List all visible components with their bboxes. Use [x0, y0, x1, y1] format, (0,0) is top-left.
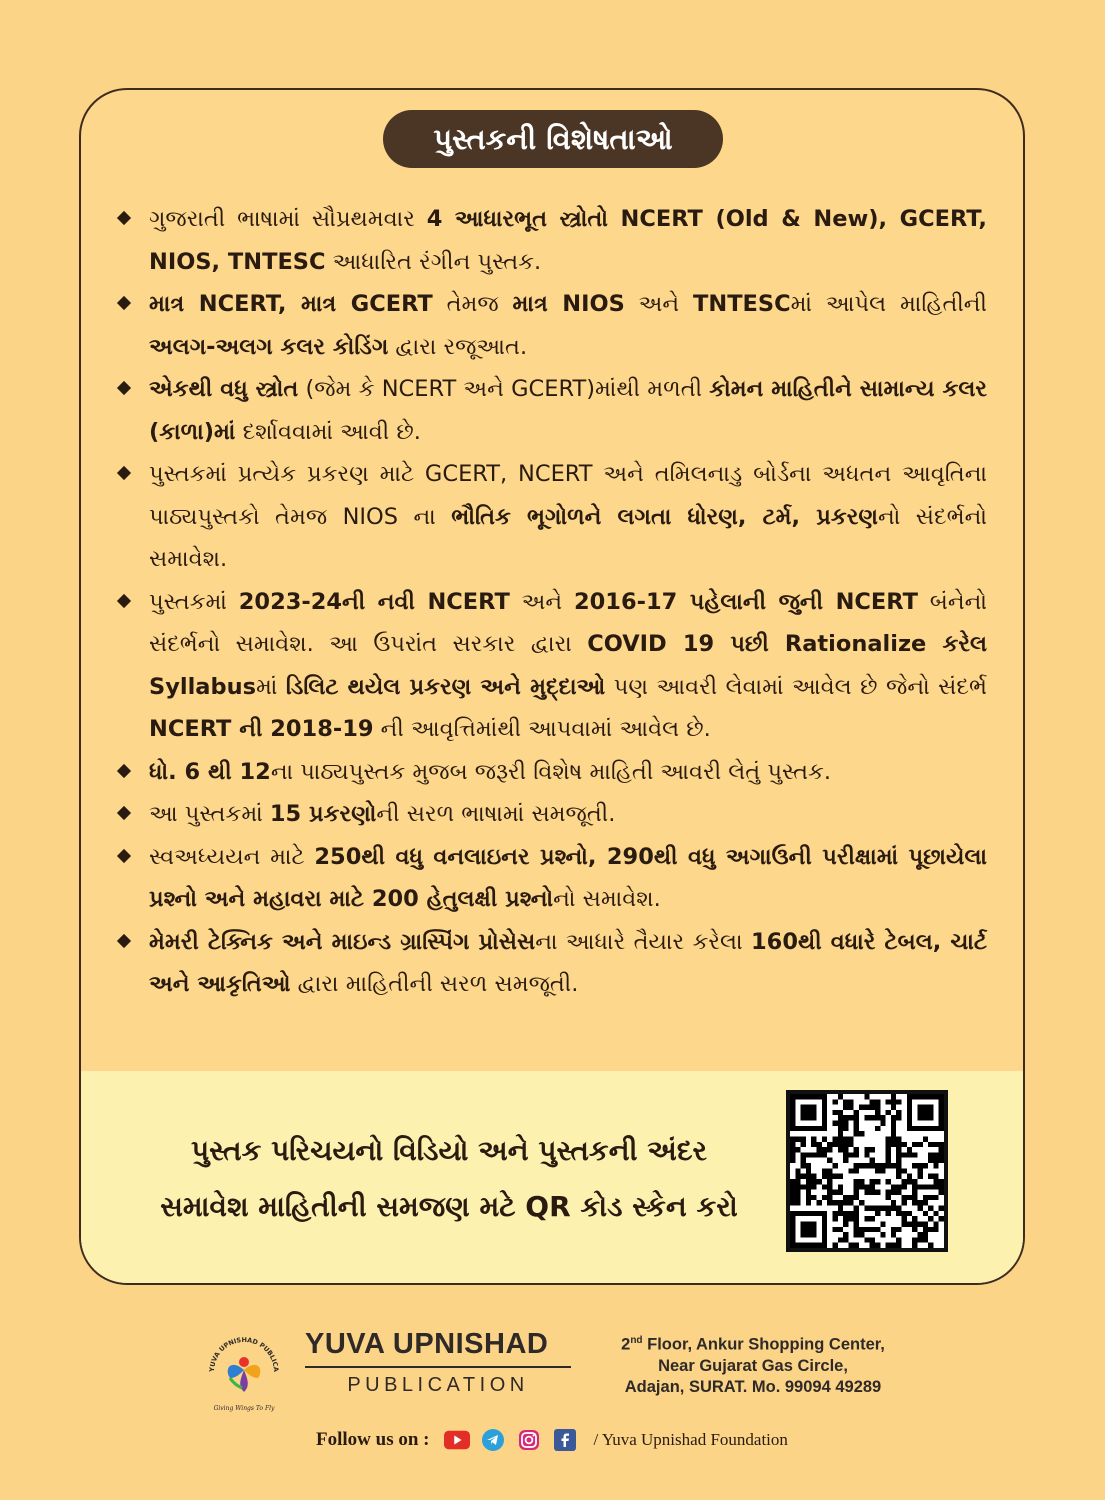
feature-text: માં આપેલ માહિતીની	[790, 291, 987, 317]
feature-text: સ્વઅધ્યયન માટે	[149, 843, 315, 870]
address-line3: Adajan, SURAT. Mo. 99094 49289	[624, 1377, 882, 1396]
bullet-diamond-icon	[117, 381, 131, 395]
social-handle[interactable]: / Yuva Upnishad Foundation	[593, 1430, 788, 1449]
address-line2: Near Gujarat Gas Circle,	[658, 1356, 848, 1375]
feature-item	[119, 453, 987, 581]
feature-text-bold: 160થી વધારે ટેબલ, ચાર્ટ અને આકૃતિઓ	[149, 928, 987, 997]
feature-text: (જેમ કે NCERT અને GCERT)માંથી મળતી	[298, 376, 710, 402]
follow-label: Follow us on :	[316, 1429, 430, 1450]
feature-text-bold: 15 પ્રકરણો	[269, 801, 377, 827]
bullet-diamond-icon	[117, 933, 131, 947]
feature-text: ના આધારે તૈયાર કરેલા	[535, 928, 752, 955]
brand-name: YUVA UPNISHAD	[305, 1328, 549, 1360]
bullet-diamond-icon	[117, 848, 131, 862]
feature-text: દર્શાવવામાં આવી છે.	[235, 418, 421, 445]
feature-text: આધારિત રંગીન પુસ્તક.	[325, 248, 542, 275]
feature-text-bold: 4 આધારભૂત સ્ત્રોતો NCERT (Old & New), GCERT, NIOS, TNTESC	[149, 206, 987, 275]
features-card	[79, 88, 1025, 1285]
feature-text: ના પાઠ્યપુસ્તક મુજબ જરૂરી વિશેષ માહિતી આવરી લેતું પુસ્તક.	[270, 758, 832, 785]
logo-ring-text: YUVA UPNISHAD PUBLICA	[207, 1335, 281, 1373]
address-line1: 2nd Floor, Ankur Shopping Center,	[621, 1335, 885, 1354]
feature-item	[119, 368, 987, 453]
feature-text: નો સંદર્ભનો સમાવેશ.	[149, 503, 987, 572]
feature-text-bold: ધો. 6 થી 12	[149, 758, 271, 785]
feature-text-bold: COVID 19 પછી Rationalize કરેલ Syllabus	[149, 631, 987, 700]
feature-text: અને	[624, 291, 694, 317]
feature-text-bold: TNTESC	[693, 291, 791, 317]
feature-text-bold: ડિલિટ થયેલ પ્રકરણ અને મુદ્દાઓ	[285, 673, 606, 700]
page-title: પુસ્તકની વિશેષતાઓ	[383, 110, 723, 168]
brand-divider	[305, 1366, 571, 1368]
feature-text: આ પુસ્તકમાં	[149, 801, 270, 827]
feature-text: પણ આવરી લેવામાં આવેલ છે જેનો સંદર્ભ	[605, 673, 987, 700]
qr-instructions	[129, 1123, 769, 1235]
feature-text: ની સરળ ભાષામાં સમજૂતી.	[376, 801, 616, 827]
feature-text: અને	[509, 588, 574, 615]
bullet-diamond-icon	[117, 593, 131, 607]
feature-text: પુસ્તકમાં	[149, 588, 239, 615]
qr-code[interactable]	[786, 1090, 948, 1252]
qr-panel	[81, 1071, 1023, 1283]
svg-text:YUVA UPNISHAD PUBLICATION	[200, 1328, 280, 1373]
feature-text: માં	[256, 673, 286, 700]
feature-item	[119, 921, 987, 1006]
qr-code-pattern	[790, 1094, 944, 1248]
telegram-icon[interactable]	[480, 1429, 506, 1451]
feature-text: દ્વારા માહિતીની સરળ સમજૂતી.	[290, 971, 579, 997]
feature-item	[119, 198, 987, 283]
follow-us	[316, 1425, 788, 1455]
feature-text-bold: 250થી વધુ વનલાઇનર પ્રશ્નો, 290થી વધુ અગાઉની પરીક્ષામાં પૂછાયેલા પ્રશ્નો અને મહાવરા માટે 200 હેતુલક્ષી પ્રશ્નો	[149, 843, 988, 912]
feature-text: ની આવૃત્તિમાંથી આપવામાં આવેલ છે.	[373, 716, 711, 742]
brand-subtitle: PUBLICATION	[347, 1374, 529, 1396]
bullet-diamond-icon	[117, 466, 131, 480]
footer	[0, 1300, 1105, 1500]
feature-text: નો સમાવેશ.	[553, 886, 661, 912]
feature-text-bold: NCERT ની 2018-19	[149, 716, 374, 742]
bullet-diamond-icon	[117, 211, 131, 225]
youtube-icon[interactable]	[444, 1429, 470, 1451]
feature-item	[119, 283, 987, 368]
publisher-logo	[200, 1328, 288, 1414]
bullet-diamond-icon	[117, 806, 131, 820]
publisher-address	[598, 1330, 908, 1398]
feature-text: બંનેનો સંદર્ભનો સમાવેશ. આ ઉપરાંત સરકાર દ્વારા	[149, 588, 988, 657]
feature-item	[119, 751, 987, 794]
feature-text-bold: મેમરી ટેક્નિક અને માઇન્ડ ગ્રાસ્પિંગ પ્રોસેસ	[149, 928, 536, 955]
feature-text-bold: ભૌતિક ભૂગોળને લગતા ધોરણ, ટર્મ, પ્રકરણ	[451, 503, 878, 530]
feature-item	[119, 836, 987, 921]
feature-text: પુસ્તકમાં પ્રત્યેક પ્રકરણ માટે GCERT, NCERT અને તમિલનાડુ બોર્ડના અધતન આવૃતિના પાઠ્યપુસ્તકો તેમજ NIOS ના	[149, 461, 987, 530]
feature-text-bold: અલગ-અલગ કલર કોડિંગ	[149, 333, 389, 360]
feature-text-bold: 2023-24ની નવી NCERT	[238, 588, 510, 615]
qr-instructions-line1: પુસ્તક પરિચયનો વિડિયો અને પુસ્તકની અંદર	[191, 1134, 707, 1167]
feature-text-bold: માત્ર NCERT, માત્ર GCERT	[149, 291, 433, 317]
logo-tagline: Giving Wings To Fly	[213, 1405, 275, 1412]
facebook-icon[interactable]	[552, 1429, 578, 1451]
bullet-diamond-icon	[117, 296, 131, 310]
features-list	[119, 198, 987, 1006]
feature-text-bold: કોમન માહિતીને સામાન્ય કલર (કાળા)માં	[149, 376, 987, 445]
feature-item	[119, 793, 987, 836]
feature-item	[119, 581, 987, 751]
qr-instructions-line2: સમાવેશ માહિતીની સમજણ મટે QR કોડ સ્કેન કરો	[160, 1190, 738, 1223]
bullet-diamond-icon	[117, 763, 131, 777]
feature-text-bold: માત્ર NIOS	[512, 291, 625, 317]
feature-text-bold: એકથી વધુ સ્ત્રોત	[149, 376, 299, 402]
feature-text-bold: 2016-17 પહેલાની જુની NCERT	[574, 588, 918, 615]
instagram-icon[interactable]	[516, 1429, 542, 1451]
feature-text: દ્વારા રજૂઆત.	[388, 333, 528, 360]
feature-text: તેમજ	[432, 291, 513, 317]
feature-text: ગુજરાતી ભાષામાં સૌપ્રથમવાર	[149, 206, 427, 232]
